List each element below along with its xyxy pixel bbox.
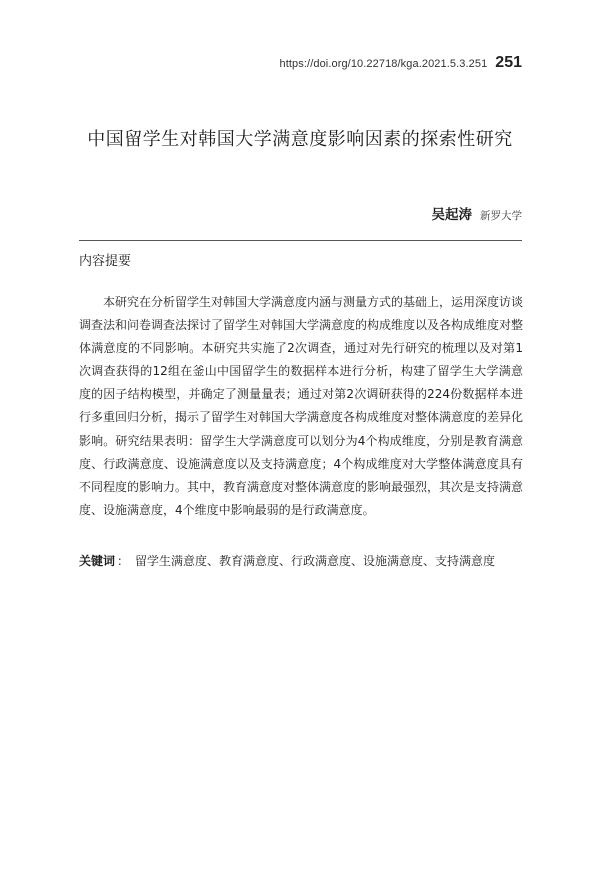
keywords-label: 关键词	[79, 554, 116, 568]
abstract-heading: 内容提要	[79, 254, 132, 269]
page-header	[280, 54, 522, 72]
section-divider	[79, 240, 522, 241]
author-line	[432, 203, 523, 223]
page-number: 251	[495, 54, 522, 71]
article-title: 中国留学生对韩国大学满意度影响因素的探索性研究	[87, 129, 513, 150]
author-affiliation: 新罗大学	[480, 210, 522, 222]
keywords-value: 留学生满意度、教育满意度、行政满意度、设施满意度、支持满意度	[135, 554, 496, 568]
author-name: 吴起涛	[431, 207, 472, 223]
doi-link[interactable]: https://doi.org/10.22718/kga.2021.5.3.251	[279, 58, 488, 70]
abstract-text: 本研究在分析留学生对韩国大学满意度内涵与测量方式的基础上，运用深度访谈调查法和问卷调查法探讨了留学生对韩国大学满意度的构成维度以及各构成维度对整体满意度的不同影响。本研究共实施了2次调查，通过对先行研究的梳理以及对第1次调查获得的12组在釜山中国留学生的数据样本进行分析，构建了留学生大学满意度的因子结构模型，并确定了测量量表；通过对第2次调研获得的224份数据样本进行多重回归分析，揭示了留学生对韩国大学满意度各构成维度对整体满意度的差异化影响。研究结果表明：留学生大学满意度可以划分为4个构成维度，分别是教育满意度、行政满意度、设施满意度以及支持满意度；4个构成维度对大学整体满意度具有不同程度的影响力。其中，教育满意度对整体满意度的影响最强烈，其次是支持满意度、设施满意度，4个维度中影响最弱的是行政满意度。	[79, 295, 524, 517]
keywords-separator: ：	[117, 554, 130, 568]
keywords-line	[79, 552, 529, 569]
